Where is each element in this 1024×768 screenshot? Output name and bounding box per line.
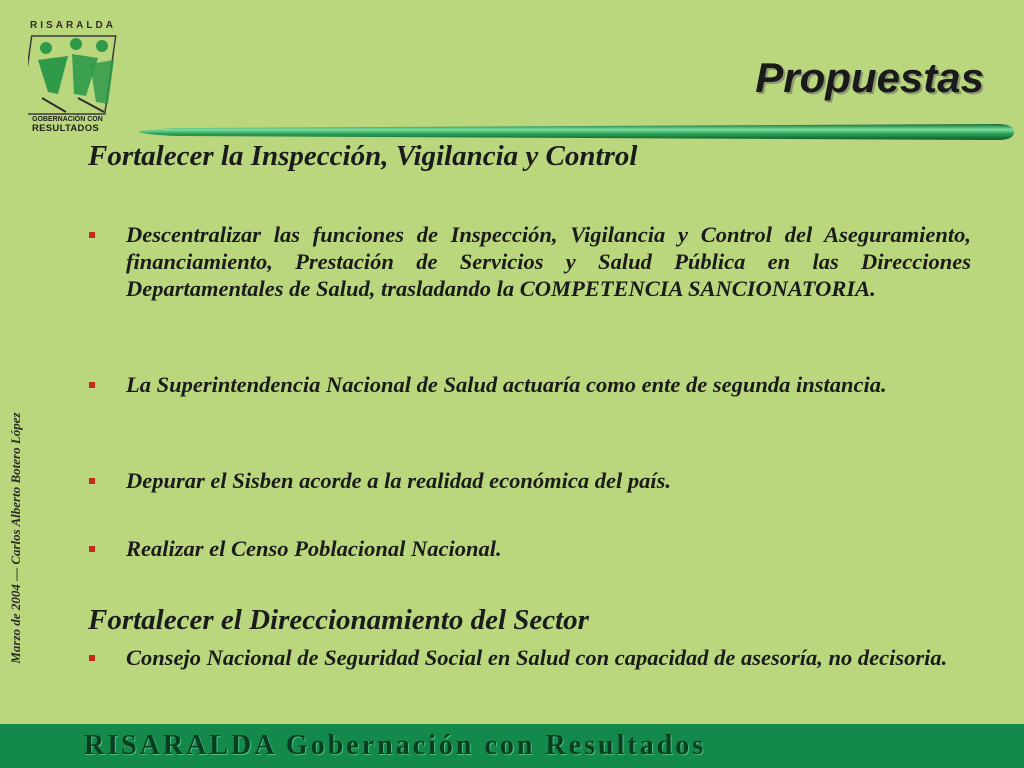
list-item-text: Consejo Nacional de Seguridad Social en Salud con capacidad de asesoría, no decisoria. [126, 645, 948, 670]
bullet-square-icon [89, 232, 95, 238]
logo-tagline-bottom: RESULTADOS [32, 123, 100, 134]
section-inspection-list-2 [86, 371, 971, 398]
list-item-text: Descentralizar las funciones de Inspección, Vigilancia y Control del Aseguramiento, financiamiento, Prestación de Servicios y Salud Pública en las Direcciones Departamentales de Salud, trasladando la COMPETENCIA SANCIONATORIA. [126, 222, 971, 301]
section-direction-list [86, 644, 971, 671]
list-item-text: La Superintendencia Nacional de Salud actuaría como ente de segunda instancia. [126, 372, 887, 397]
title-divider-rule [138, 122, 1014, 142]
side-note-text: Marzo de 2004 — Carlos Alberto Botero López [8, 412, 23, 664]
list-item-text: Realizar el Censo Poblacional Nacional. [126, 536, 502, 561]
section-inspection-list [86, 221, 971, 302]
list-item [86, 371, 971, 398]
side-author-note [6, 370, 28, 710]
list-item [86, 644, 971, 671]
section-inspection-list-4 [86, 535, 971, 562]
slide-title: Propuestas [755, 54, 984, 101]
footer-banner [0, 724, 1024, 768]
bullet-square-icon [89, 478, 95, 484]
bullet-square-icon [89, 655, 95, 661]
list-item-text: Depurar el Sisben acorde a la realidad económica del país. [126, 468, 671, 493]
list-item [86, 535, 971, 562]
section-inspection-list-3 [86, 467, 971, 494]
logo-brand-text: RISARALDA [30, 20, 116, 31]
logo-tagline-top: GOBERNACIÓN CON [32, 116, 103, 123]
section-heading-direction: Fortalecer el Direccionamiento del Sector [88, 604, 589, 636]
bullet-square-icon [89, 382, 95, 388]
figures-emblem-icon [28, 34, 120, 118]
bullet-square-icon [89, 546, 95, 552]
section-heading-inspection: Fortalecer la Inspección, Vigilancia y Control [88, 140, 638, 172]
list-item [86, 467, 971, 494]
footer-text: RISARALDA Gobernación con Resultados [84, 730, 707, 761]
risaralda-logo [14, 12, 134, 137]
list-item [86, 221, 971, 302]
